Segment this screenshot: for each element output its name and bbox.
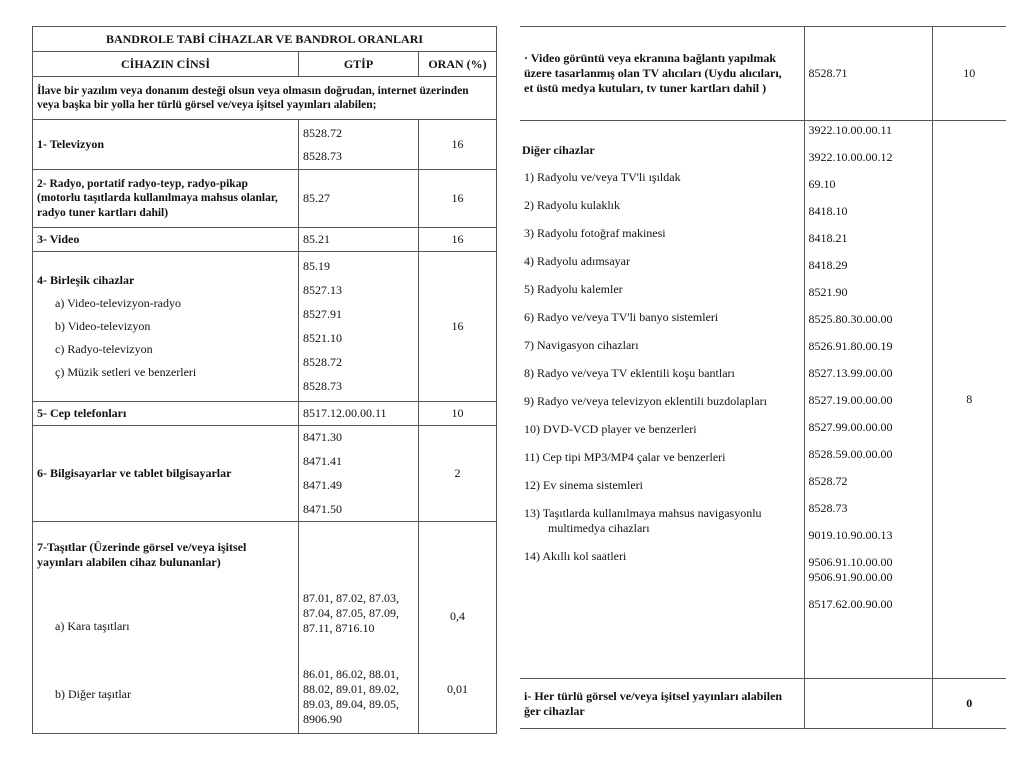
list-item: 5) Radyolu kalemler — [524, 282, 623, 296]
list-item: 9) Radyo ve/veya televizyon eklentili buzdolapları — [524, 394, 767, 408]
gtip-code: 3922.10.00.00.11 — [808, 123, 893, 137]
row-rate: 10 — [932, 27, 1006, 121]
row-label: 2- Radyo, portatif radyo-teyp, radyo-pikap (motorlu taşıtlarda kullanılmaya mahsus olanlar, radyo tuner kartları dahil) — [33, 170, 299, 228]
table-row — [520, 679, 1006, 729]
gtip-code: 9506.91.10.00.00 — [808, 555, 893, 569]
gtip-code: 85.27 — [303, 191, 330, 205]
list-item: 7) Navigasyon cihazları — [524, 338, 639, 352]
gtip-code: 8521.10 — [303, 331, 342, 345]
row-label: 1- Televizyon — [33, 120, 299, 170]
gtip-code: 8527.13.99.00.00 — [808, 366, 893, 380]
header-gtip: GTİP — [299, 52, 419, 77]
gtip-code: 86.01, 86.02, 88.01, — [303, 667, 399, 681]
gtip-code: 8471.30 — [303, 430, 342, 444]
gtip-code: 8528.73 — [303, 148, 342, 163]
gtip-code: 8471.50 — [303, 502, 342, 516]
gtip-code: 9019.10.90.00.13 — [808, 528, 893, 542]
list-item: 8) Radyo ve/veya TV eklentili koşu bantları — [524, 366, 735, 380]
row-rate: 16 — [419, 228, 497, 252]
row-rate-empty — [419, 522, 497, 572]
row-gtip-empty — [804, 679, 932, 729]
row-label: 7-Taşıtlar (Üzerinde görsel ve/veya işitsel yayınları alabilen cihaz bulunanlar) — [33, 522, 299, 572]
row-label-line: et üstü medya kutuları, tv tuner kartları dahil ) — [524, 81, 767, 95]
row-gtip: 8528.71 — [804, 27, 932, 121]
row-label-line: üzere tasarlanmış olan TV alıcıları (Uydu alıcıları, — [524, 66, 782, 80]
subitem: b) Video-televizyon — [55, 319, 151, 333]
row-label: a) Kara taşıtları — [33, 572, 299, 638]
row-label-group — [520, 27, 804, 121]
gtip-code: 87.11, 8716.10 — [303, 620, 375, 635]
table-row — [520, 121, 1006, 679]
table-row — [33, 522, 497, 572]
table-row — [33, 120, 497, 170]
gtip-code: 8528.73 — [808, 501, 848, 515]
gtip-code: 69.10 — [808, 177, 836, 191]
table-row — [33, 252, 497, 402]
gtip-code: 8528.72 — [808, 474, 848, 488]
row-gtip — [804, 121, 932, 679]
table-row — [33, 638, 497, 734]
gtip-code: 8517.62.00.90.00 — [808, 597, 893, 611]
list-item: 4) Radyolu adımsayar — [524, 254, 630, 268]
gtip-code: 8527.13 — [303, 283, 342, 297]
gtip-code: 8525.80.30.00.00 — [808, 312, 893, 326]
row-label: Diğer cihazlar — [522, 143, 595, 157]
row-label-line: · Video görüntü veya ekranına bağlantı yapılmak — [524, 51, 777, 65]
gtip-code: 8526.91.80.00.19 — [808, 339, 893, 353]
row-label: 6- Bilgisayarlar ve tablet bilgisayarlar — [33, 426, 299, 522]
row-gtip — [299, 170, 419, 228]
page-right — [512, 0, 1024, 768]
table-title: BANDROLE TABİ CİHAZLAR VE BANDROL ORANLARI — [33, 27, 497, 52]
table-row — [33, 426, 497, 522]
row-gtip — [299, 402, 419, 426]
gtip-code: 8471.41 — [303, 454, 342, 468]
list-item: 1) Radyolu ve/veya TV'li ışıldak — [524, 170, 681, 184]
row-label-group — [520, 679, 804, 729]
gtip-code: 89.03, 89.04, 89.05, — [303, 697, 399, 711]
row-gtip-empty — [299, 522, 419, 572]
table-row — [520, 27, 1006, 121]
intro-text: İlave bir yazılım veya donanım desteği olsun veya olmasın doğrudan, internet üzerinden veya başka bir yolla her türlü görsel ve/veya işitsel yayınları alabilen; — [33, 77, 497, 120]
gtip-code: 8517.12.00.00.11 — [303, 406, 387, 420]
list-item: 3) Radyolu fotoğraf makinesi — [524, 226, 666, 240]
subitem: ç) Müzik setleri ve benzerleri — [55, 365, 197, 379]
gtip-code: 85.21 — [303, 232, 330, 246]
row-label-line: i- Her türlü görsel ve/veya işitsel yayınları alabilen — [524, 688, 783, 703]
gtip-code: 8528.72 — [303, 355, 342, 369]
list-item: 13) Taşıtlarda kullanılmaya mahsus navigasyonlu — [524, 506, 762, 520]
row-gtip — [299, 638, 419, 734]
row-rate: 2 — [419, 426, 497, 522]
list-item: 6) Radyo ve/veya TV'li banyo sistemleri — [524, 310, 719, 324]
gtip-code: 8528.72 — [303, 125, 342, 140]
row-label-line: ğer cihazlar — [524, 703, 585, 718]
table-row — [33, 572, 497, 638]
table-row — [33, 402, 497, 426]
gtip-code: 8418.29 — [808, 258, 848, 272]
row-gtip — [299, 572, 419, 638]
list-item-continuation: multimedya cihazları — [548, 521, 650, 535]
row-rate: 8 — [932, 121, 1006, 679]
table-row — [33, 228, 497, 252]
gtip-code: 9506.91.90.00.00 — [808, 570, 893, 584]
row-gtip — [299, 228, 419, 252]
row-rate: 10 — [419, 402, 497, 426]
gtip-code: 8527.19.00.00.00 — [808, 393, 893, 407]
row-rate: 16 — [419, 120, 497, 170]
list-item: 2) Radyolu kulaklık — [524, 198, 620, 212]
row-label: 3- Video — [33, 228, 299, 252]
gtip-code: 8527.91 — [303, 307, 342, 321]
right-rates-table — [520, 26, 1006, 729]
gtip-code: 87.04, 87.05, 87.09, — [303, 605, 399, 620]
left-rates-table — [32, 26, 497, 734]
gtip-code: 85.19 — [303, 259, 330, 273]
gtip-code: 8471.49 — [303, 478, 342, 492]
list-item: 14) Akıllı kol saatleri — [524, 549, 627, 563]
subitem: a) Video-televizyon-radyo — [55, 296, 182, 310]
row-label: 4- Birleşik cihazlar — [37, 273, 135, 287]
row-rate: 0 — [932, 679, 1006, 729]
row-label-group — [520, 121, 804, 679]
gtip-code: 8906.90 — [303, 712, 342, 726]
gtip-code: 3922.10.00.00.12 — [808, 150, 893, 164]
subitem: c) Radyo-televizyon — [55, 342, 153, 356]
row-rate: 0,4 — [419, 572, 497, 638]
row-label-group — [33, 252, 299, 402]
gtip-code: 8528.59.00.00.00 — [808, 447, 893, 461]
list-item: 11) Cep tipi MP3/MP4 çalar ve benzerleri — [524, 450, 726, 464]
row-gtip — [299, 426, 419, 522]
gtip-code: 88.02, 89.01, 89.02, — [303, 682, 399, 696]
list-item: 10) DVD-VCD player ve benzerleri — [524, 422, 697, 436]
header-rate: ORAN (%) — [419, 52, 497, 77]
row-rate: 16 — [419, 170, 497, 228]
gtip-code: 87.01, 87.02, 87.03, — [303, 590, 399, 605]
row-gtip — [299, 252, 419, 402]
row-rate: 0,01 — [419, 638, 497, 734]
row-rate: 16 — [419, 252, 497, 402]
gtip-code: 8527.99.00.00.00 — [808, 420, 893, 434]
gtip-code: 8521.90 — [808, 285, 848, 299]
table-row — [33, 170, 497, 228]
row-label: b) Diğer taşıtlar — [33, 638, 299, 734]
row-label: 5- Cep telefonları — [33, 402, 299, 426]
gtip-code: 8528.73 — [303, 379, 342, 393]
header-device-type: CİHAZIN CİNSİ — [33, 52, 299, 77]
gtip-code: 8418.21 — [808, 231, 848, 245]
row-gtip — [299, 120, 419, 170]
list-item: 12) Ev sinema sistemleri — [524, 478, 643, 492]
gtip-code: 8418.10 — [808, 204, 848, 218]
